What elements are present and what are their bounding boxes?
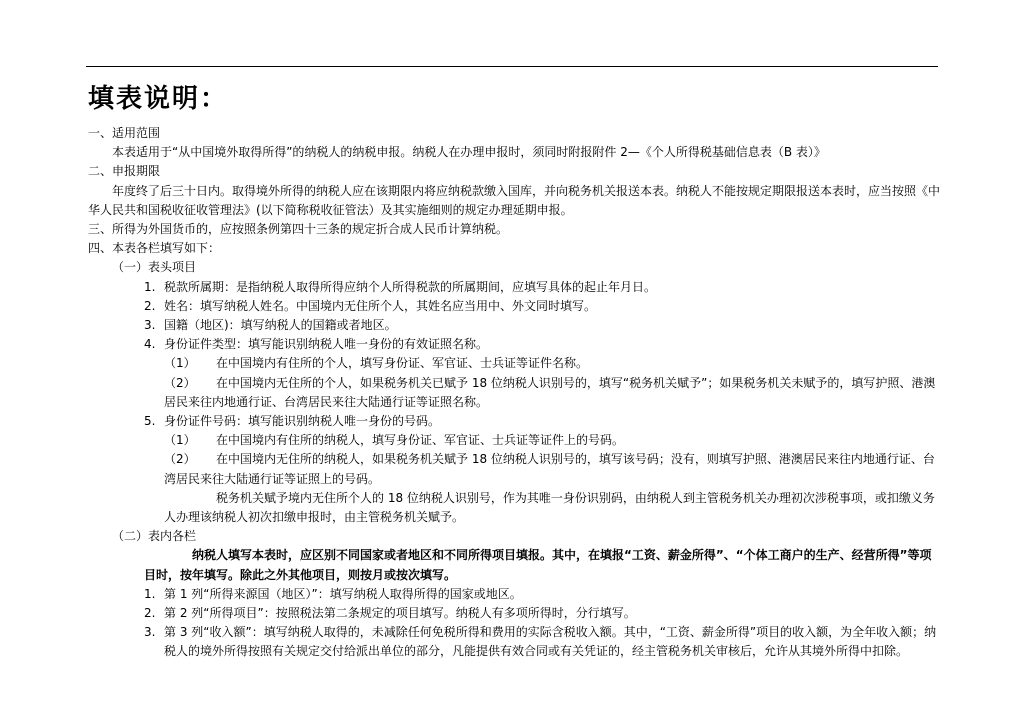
deadline-text: 年度终了后三十日内。取得境外所得的纳税人应在该期限内将应纳税款缴入国库，并向税务机关报送本表。纳税人不能按规定期限报送本表时，应当按照《中华人民共和国税收征收管理法》(以下简称税收征管法）及其实施细则的规定办理延期申报。	[88, 183, 941, 217]
item-number: 4.	[144, 337, 156, 352]
bold-note-paragraph	[88, 546, 940, 584]
sub-item-text: 在中国境内有住所的纳税人，填写身份证、军官证、士兵证等证件上的号码。	[216, 433, 625, 448]
sub-item-text: 在中国境内有住所的个人，填写身份证、军官证、士兵证等证件名称。	[216, 356, 589, 371]
section-heading-deadline: 二、申报期限	[88, 164, 161, 179]
sub-list-item	[88, 431, 940, 450]
item-text: 国籍（地区)：填写纳税人的国籍或者地区。	[164, 318, 397, 333]
page-title: 填表说明：	[88, 84, 229, 114]
list-item	[88, 278, 940, 297]
sub-item-number: （1）	[164, 433, 196, 448]
section-currency: 三、所得为外国货币的，应按照条例第四十三条的规定折合成人民币计算纳税。	[88, 222, 509, 237]
sub-item-number: （1）	[164, 356, 196, 371]
sub-list-item	[88, 354, 940, 373]
section-heading-columns: 四、本表各栏填写如下：	[88, 241, 221, 256]
item-text: 税款所属期：是指纳税人取得所得应纳个人所得税款的所属期间，应填写具体的起止年月日。	[164, 279, 657, 294]
subsection-header-items: （一）表头项目	[112, 260, 197, 275]
deadline-paragraph	[64, 182, 940, 220]
item-text: 第 2 列“所得项目”：按照税法第二条规定的项目填写。纳税人有多项所得时，分行填写。	[164, 606, 636, 621]
bold-note-text: 纳税人填写本表时，应区别不同国家或者地区和不同所得项目填报。其中，在填报“工资、薪金所得”、“个体工商户的生产、经营所得”等项目时，按年填写。除此之外其他项目，则按月或按次填写。	[144, 548, 932, 582]
note-text: 税务机关赋予境内无住所个人的 18 位纳税人识别号，作为其唯一身份识别码，由纳税人到主管税务机关办理初次涉税事项，或扣缴义务人办理该纳税人初次扣缴申报时，由主管税务机关赋予。	[164, 490, 935, 525]
list-item	[88, 585, 940, 604]
instructions-body	[88, 124, 940, 662]
sub-item-text: 在中国境内无住所的个人，如果税务机关已赋予 18 位纳税人识别号的，填写“税务机关赋予”；如果税务机关未赋予的，填写护照、港澳居民来往内地通行证、台湾居民来往大陆通行证等证照名称。	[164, 375, 936, 409]
list-item	[88, 604, 940, 623]
sub-list-item	[88, 450, 940, 488]
item-number: 2.	[144, 606, 156, 621]
item-text: 第 3 列“收入额”：填写纳税人取得的，未减除任何免税所得和费用的实际含税收入额。其中，“工资、薪金所得”项目的收入额，为全年收入额；纳税人的境外所得按照有关规定交付给派出单位的部分，凡能提供有效合同或有关凭证的，经主管税务机关审核后，允许从其境外所得中扣除。	[164, 625, 937, 659]
list-item	[88, 297, 940, 316]
list-item	[88, 412, 940, 431]
item-number: 5.	[144, 414, 156, 429]
list-item	[88, 316, 940, 335]
item-text: 身份证件类型：填写能识别纳税人唯一身份的有效证照名称。	[164, 337, 489, 352]
item-text: 身份证件号码：填写能识别纳税人唯一身份的号码。	[164, 414, 441, 429]
item-number: 2.	[144, 298, 156, 313]
section-heading-scope: 一、适用范围	[88, 126, 161, 140]
item-number: 3.	[144, 625, 156, 640]
sub-item-number: （2）	[164, 375, 196, 390]
item-text: 第 1 列“所得来源国（地区）”：填写纳税人取得所得的国家或地区。	[164, 586, 522, 601]
item-text: 姓名：填写纳税人姓名。中国境内无住所个人，其姓名应当用中、外文同时填写。	[164, 298, 597, 313]
scope-paragraph: 本表适用于“从中国境外取得所得”的纳税人的纳税申报。纳税人在办理申报时，须同时附报附件 2—《个人所得税基础信息表（B 表）》	[112, 145, 826, 160]
note-paragraph	[88, 489, 940, 527]
sub-item-text: 在中国境内无住所的纳税人，如果税务机关赋予 18 位纳税人识别号的，填写该号码；没有，则填写护照、港澳居民来往内地通行证、台湾居民来往大陆通行证等证照上的号码。	[164, 452, 935, 486]
sub-item-number: （2）	[164, 452, 196, 467]
item-number: 3.	[144, 318, 156, 333]
item-number: 1.	[144, 279, 156, 294]
header-rule	[86, 66, 938, 67]
item-number: 1.	[144, 586, 156, 601]
sub-list-item	[88, 374, 940, 412]
list-item	[88, 623, 940, 661]
list-item	[88, 335, 940, 354]
subsection-table-columns: （二）表内各栏	[112, 529, 197, 544]
